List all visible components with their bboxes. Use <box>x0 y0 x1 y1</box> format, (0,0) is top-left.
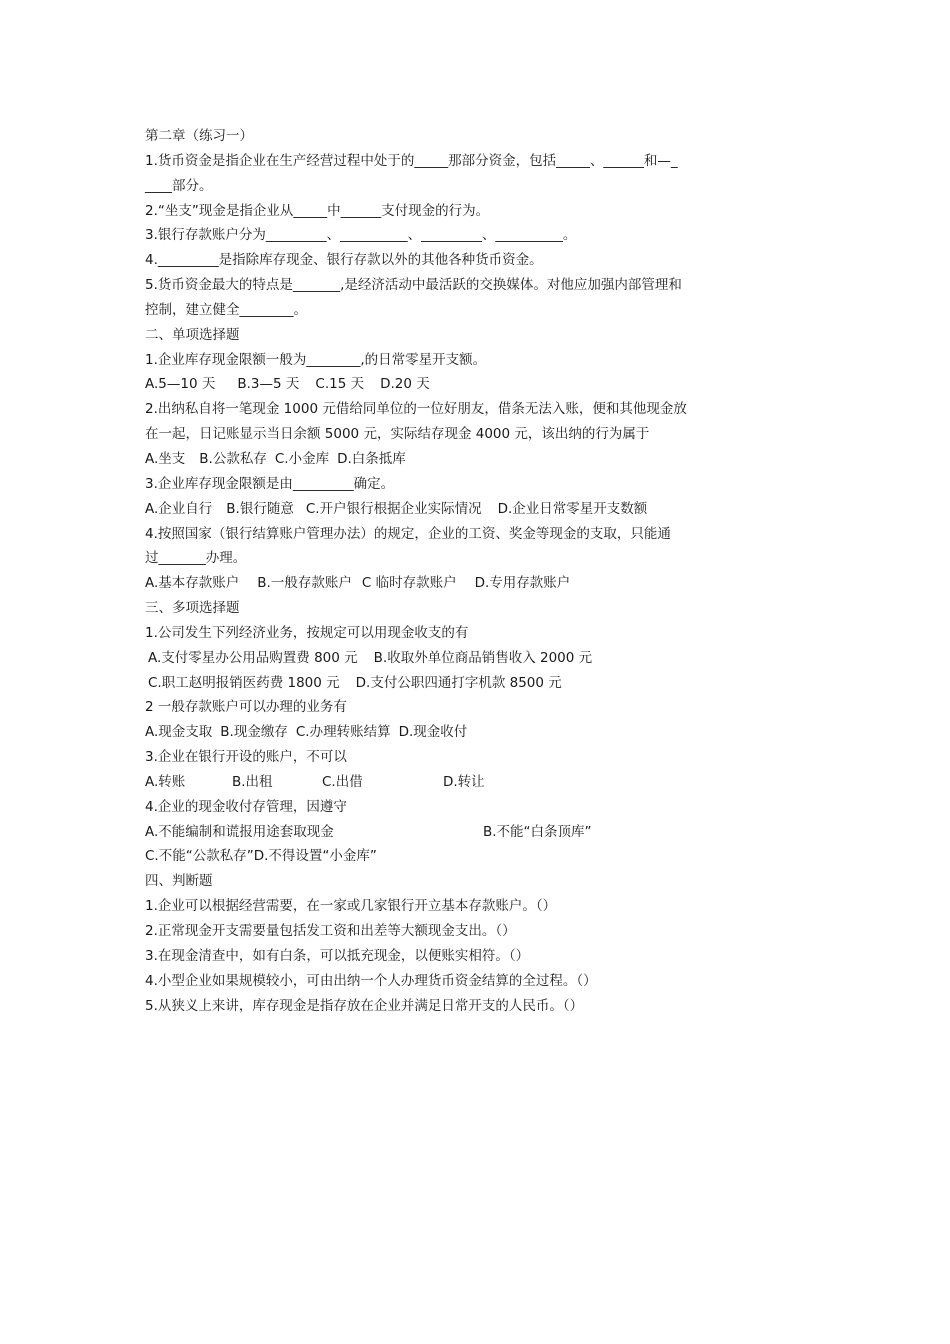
option: D.支付公职四通打字机款 8500 元 <box>355 674 562 691</box>
option: A.支付零星办公用品购置费 800 元 <box>148 649 358 666</box>
option: A.基本存款账户 <box>145 575 240 592</box>
judgment-item: 2.正常现金开支需要量包括发工资和出差等大额现金支出。（） <box>145 923 516 939</box>
option: B.3—5 天 <box>237 376 300 393</box>
option: C.小金库 <box>274 450 330 467</box>
judgment-item: 5.从狭义上来讲，库存现金是指存放在企业并满足日常开支的人民币。（） <box>145 997 584 1014</box>
option: B.出租 <box>232 773 273 790</box>
fill-blank-line: 1.货币资金是指企业在生产经营过程中处于的_____那部分资金，包括_____、______和—_ <box>145 152 678 169</box>
options-line <box>145 372 810 397</box>
section-heading-single-choice: 二、单项选择题 <box>145 326 240 343</box>
question-text: 3.企业在银行开设的账户，不可以 <box>145 749 347 766</box>
option: C.开户银行根据企业实际情况 <box>305 500 482 517</box>
question-text: 2.出纳私自将一笔现金 1000 元借给同单位的一位好朋友，借条无法入账，便和其他现金放 <box>145 401 687 418</box>
option: C.15 天 <box>315 376 365 393</box>
fill-blank-line: 4._________是指除库存现金、银行存款以外的其他各种货币资金。 <box>145 252 543 269</box>
options-line <box>145 770 810 795</box>
option: B.收取外单位商品销售收入 2000 元 <box>373 649 593 666</box>
option: B.一般存款账户 <box>257 575 352 592</box>
option: D.专用存款账户 <box>474 575 571 592</box>
judgment-item: 4.小型企业如果规模较小，可由出纳一个人办理货币资金结算的全过程。（） <box>145 972 597 989</box>
options-line <box>145 720 810 745</box>
option: A.不能编制和谎报用途套取现金 <box>145 823 334 840</box>
question-text: 过_______办理。 <box>145 550 247 567</box>
fill-blank-line: 3.银行存款账户分为_________、__________、_________、__________。 <box>145 227 577 244</box>
option: A.坐支 <box>145 450 186 467</box>
question-text: 3.企业库存现金限额是由_________确定。 <box>145 475 395 492</box>
question-text: 在一起，日记账显示当日余额 5000 元，实际结存现金 4000 元，该出纳的行为属于 <box>145 426 650 443</box>
option: D.现金收付 <box>398 724 468 741</box>
options-line <box>145 671 810 696</box>
option: C.出借 <box>322 773 363 790</box>
options-line <box>145 820 810 845</box>
question-text: 4.按照国家（银行结算账户管理办法）的规定，企业的工资、奖金等现金的支取，只能通 <box>145 525 671 542</box>
option: D.不得设置“小金库” <box>253 848 377 865</box>
options-line <box>145 447 810 472</box>
question-text: 1.企业库存现金限额一般为________,的日常零星开支额。 <box>145 351 487 368</box>
fill-blank-line: 5.货币资金最大的特点是_______,是经济活动中最活跃的交换媒体。对他应加强内部管理和 <box>145 277 682 294</box>
section-heading-multiple-choice: 三、多项选择题 <box>145 600 240 617</box>
chapter-title: 第二章（练习一） <box>145 128 253 144</box>
option: A.5—10 天 <box>145 376 216 393</box>
option: D.白条抵库 <box>337 450 406 467</box>
option: B.公款私存 <box>199 450 267 467</box>
judgment-item: 1.企业可以根据经营需要，在一家或几家银行开立基本存款账户。（） <box>145 898 557 915</box>
option: B.现金缴存 <box>220 724 288 741</box>
question-text: 1.公司发生下列经济业务，按规定可以用现金收支的有 <box>145 624 469 641</box>
fill-blank-line: 控制，建立健全________。 <box>145 301 307 318</box>
option: A.转账 <box>145 773 186 790</box>
document-page <box>145 124 810 1018</box>
option: B.银行随意 <box>226 500 294 517</box>
option: A.现金支取 <box>145 724 213 741</box>
option: C.职工赵明报销医药费 1800 元 <box>148 674 340 691</box>
option: C 临时存款账户 <box>361 575 457 592</box>
option: C.不能“公款私存” <box>145 848 254 865</box>
option: D.转让 <box>443 773 485 790</box>
fill-blank-line: ____部分。 <box>145 177 213 194</box>
options-line <box>145 497 810 522</box>
option: D.20 天 <box>380 376 430 393</box>
question-text: 4.企业的现金收付存管理，因遵守 <box>145 798 347 815</box>
option: C.办理转账结算 <box>295 724 391 741</box>
options-line <box>145 646 810 671</box>
question-text: 2 一般存款账户可以办理的业务有 <box>145 699 347 716</box>
judgment-item: 3.在现金清查中，如有白条，可以抵充现金，以便账实相符。（） <box>145 947 530 964</box>
options-line <box>145 844 810 869</box>
options-line <box>145 571 810 596</box>
fill-blank-line: 2.“坐支”现金是指企业从_____中______支付现金的行为。 <box>145 202 490 219</box>
option: D.企业日常零星开支数额 <box>497 500 648 517</box>
section-heading-judgment: 四、判断题 <box>145 873 213 890</box>
option: A.企业自行 <box>145 500 213 517</box>
option: B.不能“白条顶库” <box>483 823 592 840</box>
